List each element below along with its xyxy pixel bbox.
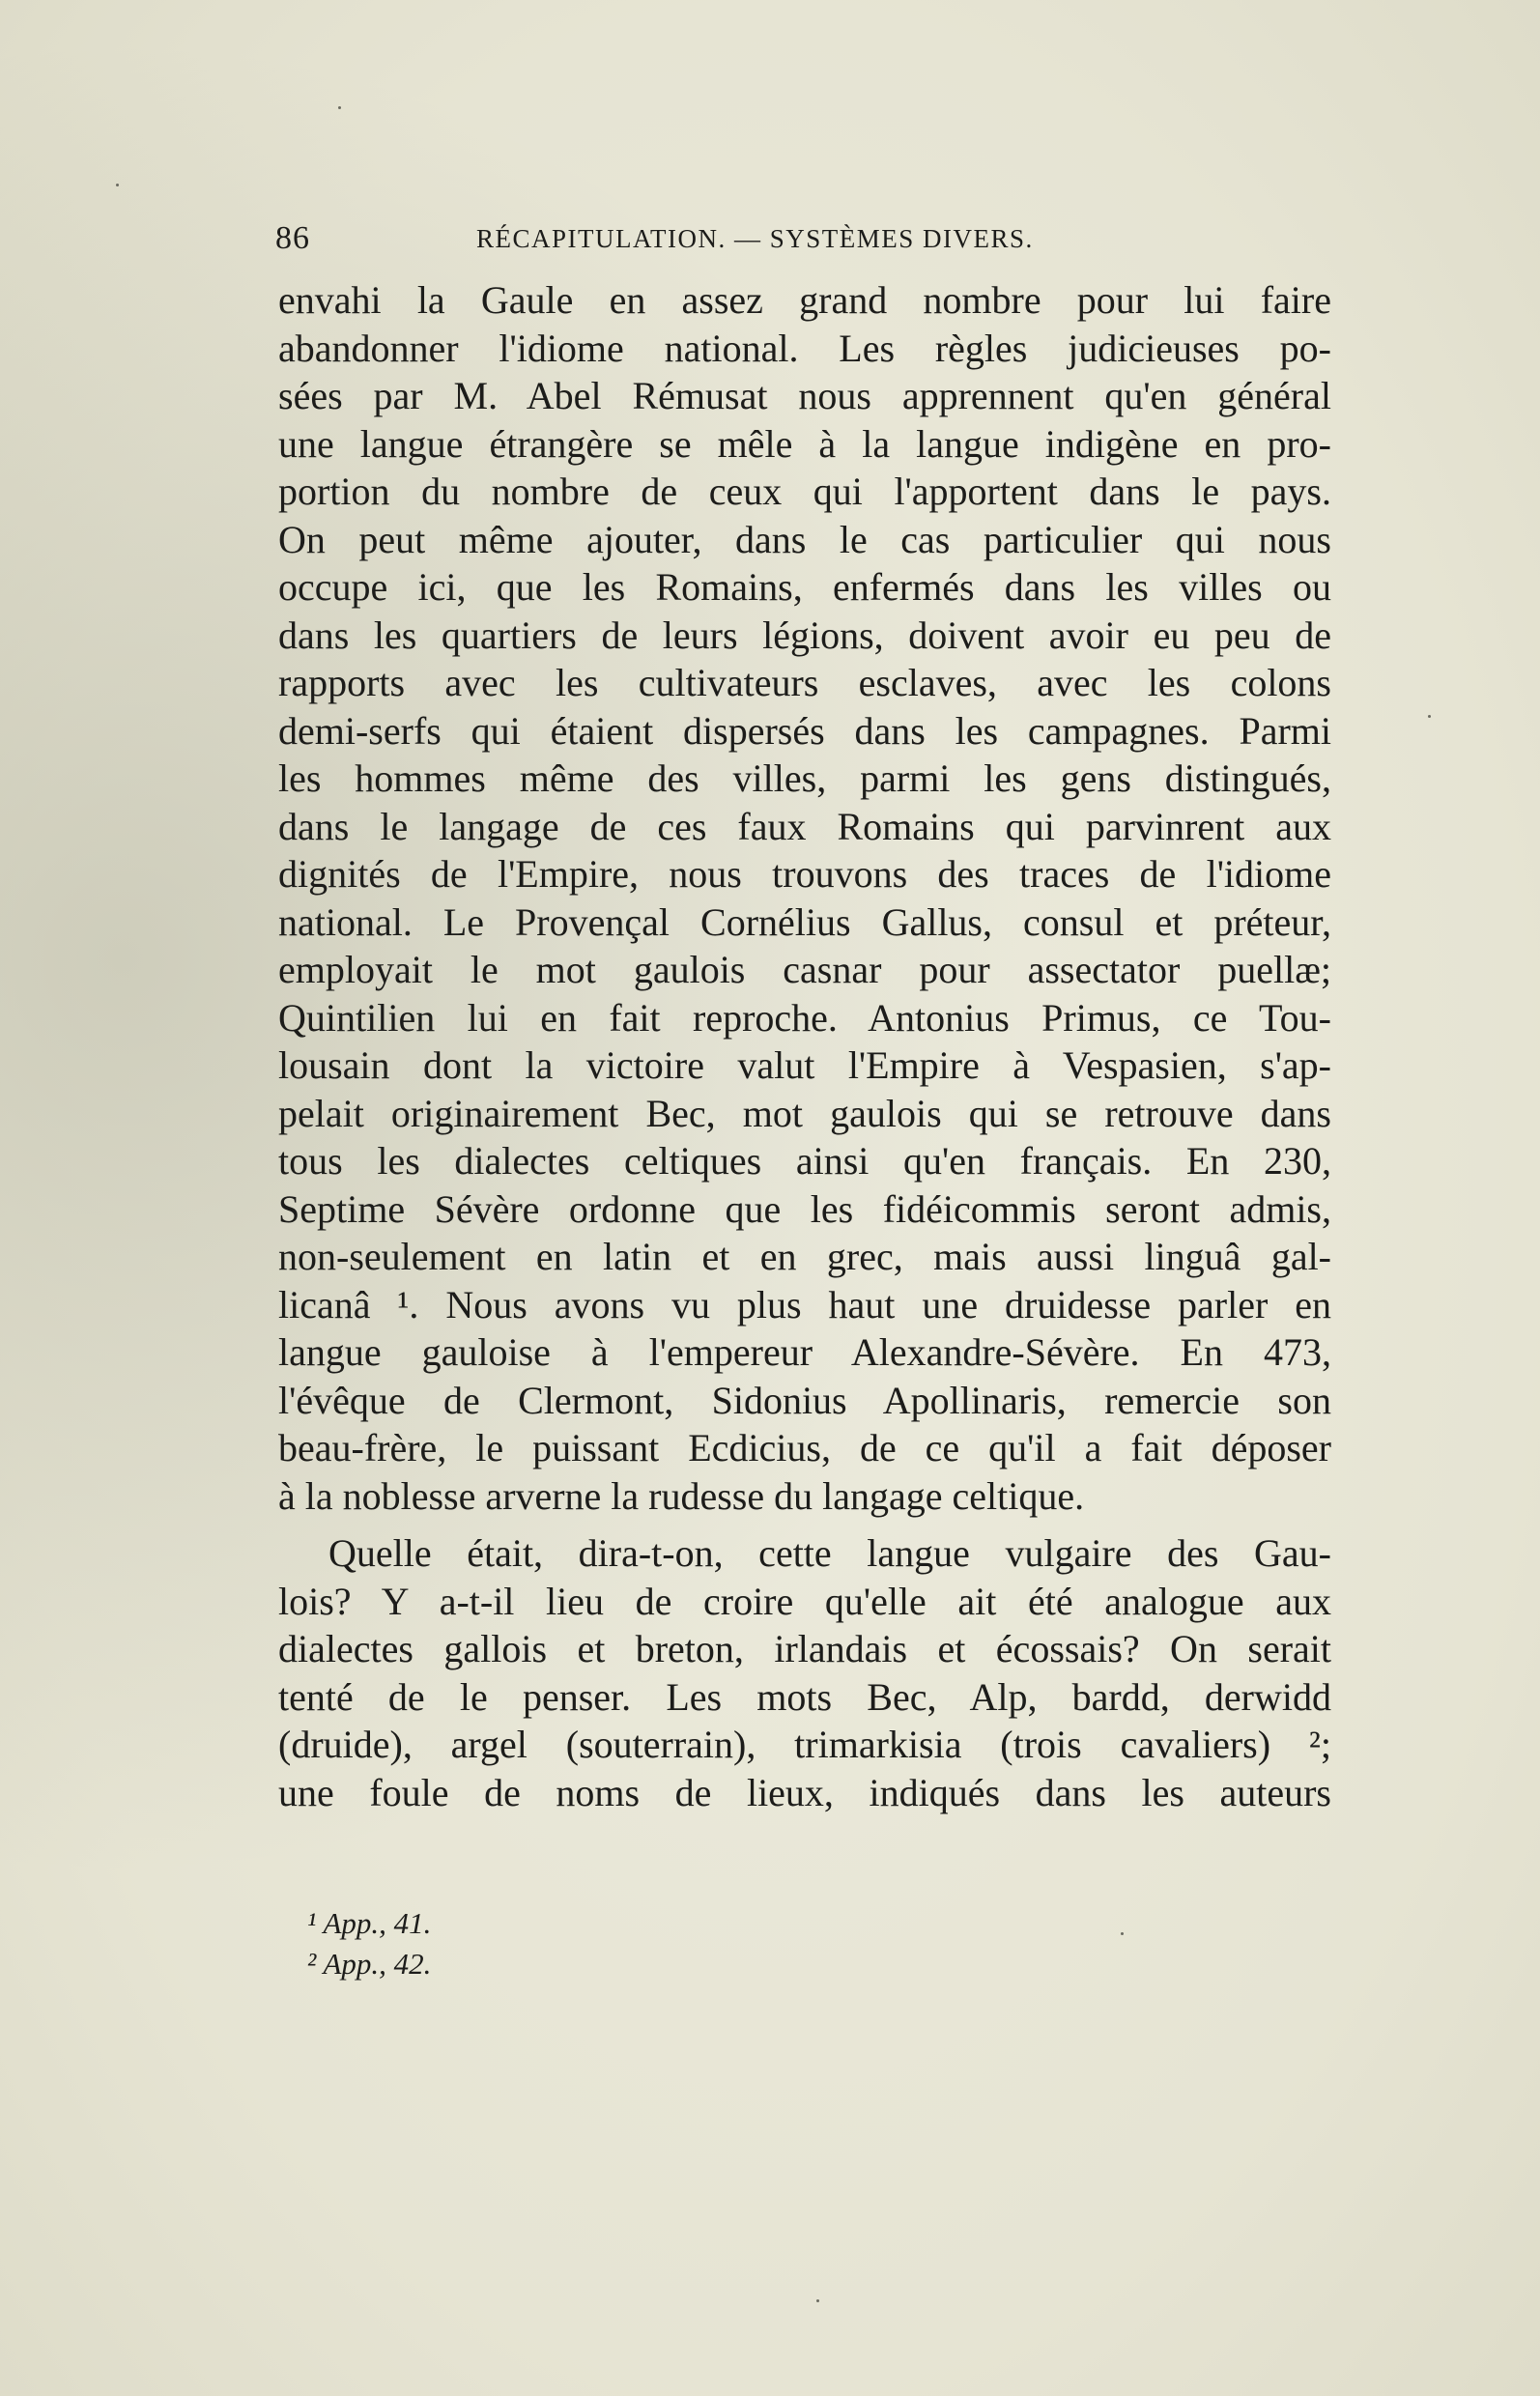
text-line: Septime Sévère ordonne que les fidéicommis seront admis, (278, 1186, 1331, 1231)
text-line: dans le langage de ces faux Romains qui parvinrent aux (278, 804, 1331, 848)
text-line: sées par M. Abel Rémusat nous apprennent qu'en général (278, 374, 1331, 417)
text-line: Quelle était, dira-t-on, cette langue vulgaire des Gau- (328, 1531, 1331, 1575)
text-line: une langue étrangère se mêle à la langue indigène en pro- (278, 421, 1331, 466)
text-line: non-seulement en latin et en grec, mais aussi linguâ gal- (278, 1235, 1331, 1278)
text-line: employait le mot gaulois casnar pour assectator puellæ; (278, 948, 1331, 991)
text-line: national. Le Provençal Cornélius Gallus, consul et préteur, (278, 899, 1331, 944)
text-line: portion du nombre de ceux qui l'apportent dans le pays. (278, 470, 1331, 513)
text-line: lois? Y a-t-il lieu de croire qu'elle ait été analogue aux (278, 1579, 1331, 1623)
text-line: On peut même ajouter, dans le cas particulier qui nous (278, 517, 1331, 561)
text-line: l'évêque de Clermont, Sidonius Apollinaris, remercie son (278, 1378, 1331, 1422)
text-line: abandonner l'idiome national. Les règles judicieuses po- (278, 326, 1331, 370)
paper-speck (1121, 1932, 1124, 1935)
text-line: licanâ ¹. Nous avons vu plus haut une druidesse parler en (278, 1282, 1331, 1326)
footnote: ¹ App., 41. (307, 1906, 432, 1940)
page-number: 86 (275, 220, 310, 256)
text-line: les hommes même des villes, parmi les gens distingués, (278, 756, 1331, 800)
text-line: tous les dialectes celtiques ainsi qu'en français. En 230, (278, 1139, 1331, 1183)
paragraph-gap (278, 1520, 1331, 1529)
text-line: Quintilien lui en fait reproche. Antonius Primus, ce Tou- (278, 995, 1331, 1040)
text-line: une foule de noms de lieux, indiqués dans les auteurs (278, 1770, 1331, 1814)
text-line: dans les quartiers de leurs légions, doivent avoir eu peu de (278, 613, 1331, 657)
text-line: (druide), argel (souterrain), trimarkisia (trois cavaliers) ²; (278, 1723, 1331, 1766)
text-line: tenté de le penser. Les mots Bec, Alp, bardd, derwidd (278, 1674, 1331, 1719)
text-line: envahi la Gaule en assez grand nombre pour lui faire (278, 278, 1331, 322)
footnote: ² App., 42. (307, 1947, 432, 1981)
text-line: occupe ici, que les Romains, enfermés dans les villes ou (278, 565, 1331, 609)
paper-speck (816, 2299, 819, 2302)
text-line: pelait originairement Bec, mot gaulois qui se retrouve dans (278, 1091, 1331, 1135)
text-line: dignités de l'Empire, nous trouvons des traces de l'idiome (278, 852, 1331, 896)
text-line: à la noblesse arverne la rudesse du langage celtique. (278, 1473, 1085, 1518)
body-text (278, 276, 1331, 1816)
running-head (275, 220, 1338, 259)
running-head-title: RÉCAPITULATION. — SYSTÈMES DIVERS. (476, 224, 1034, 253)
text-line: langue gauloise à l'empereur Alexandre-Sévère. En 473, (278, 1330, 1331, 1374)
text-line: dialectes gallois et breton, irlandais et écossais? On serait (278, 1627, 1331, 1670)
text-line: demi-serfs qui étaient dispersés dans les campagnes. Parmi (278, 708, 1331, 753)
paper-speck (338, 106, 341, 109)
text-line: rapports avec les cultivateurs esclaves, avec les colons (278, 661, 1331, 704)
footnotes (307, 1903, 790, 1984)
text-line: lousain dont la victoire valut l'Empire à Vespasien, s'ap- (278, 1043, 1331, 1087)
paper-speck (1428, 715, 1431, 718)
paper-speck (116, 184, 119, 186)
text-line: beau-frère, le puissant Ecdicius, de ce qu'il a fait déposer (278, 1426, 1331, 1469)
